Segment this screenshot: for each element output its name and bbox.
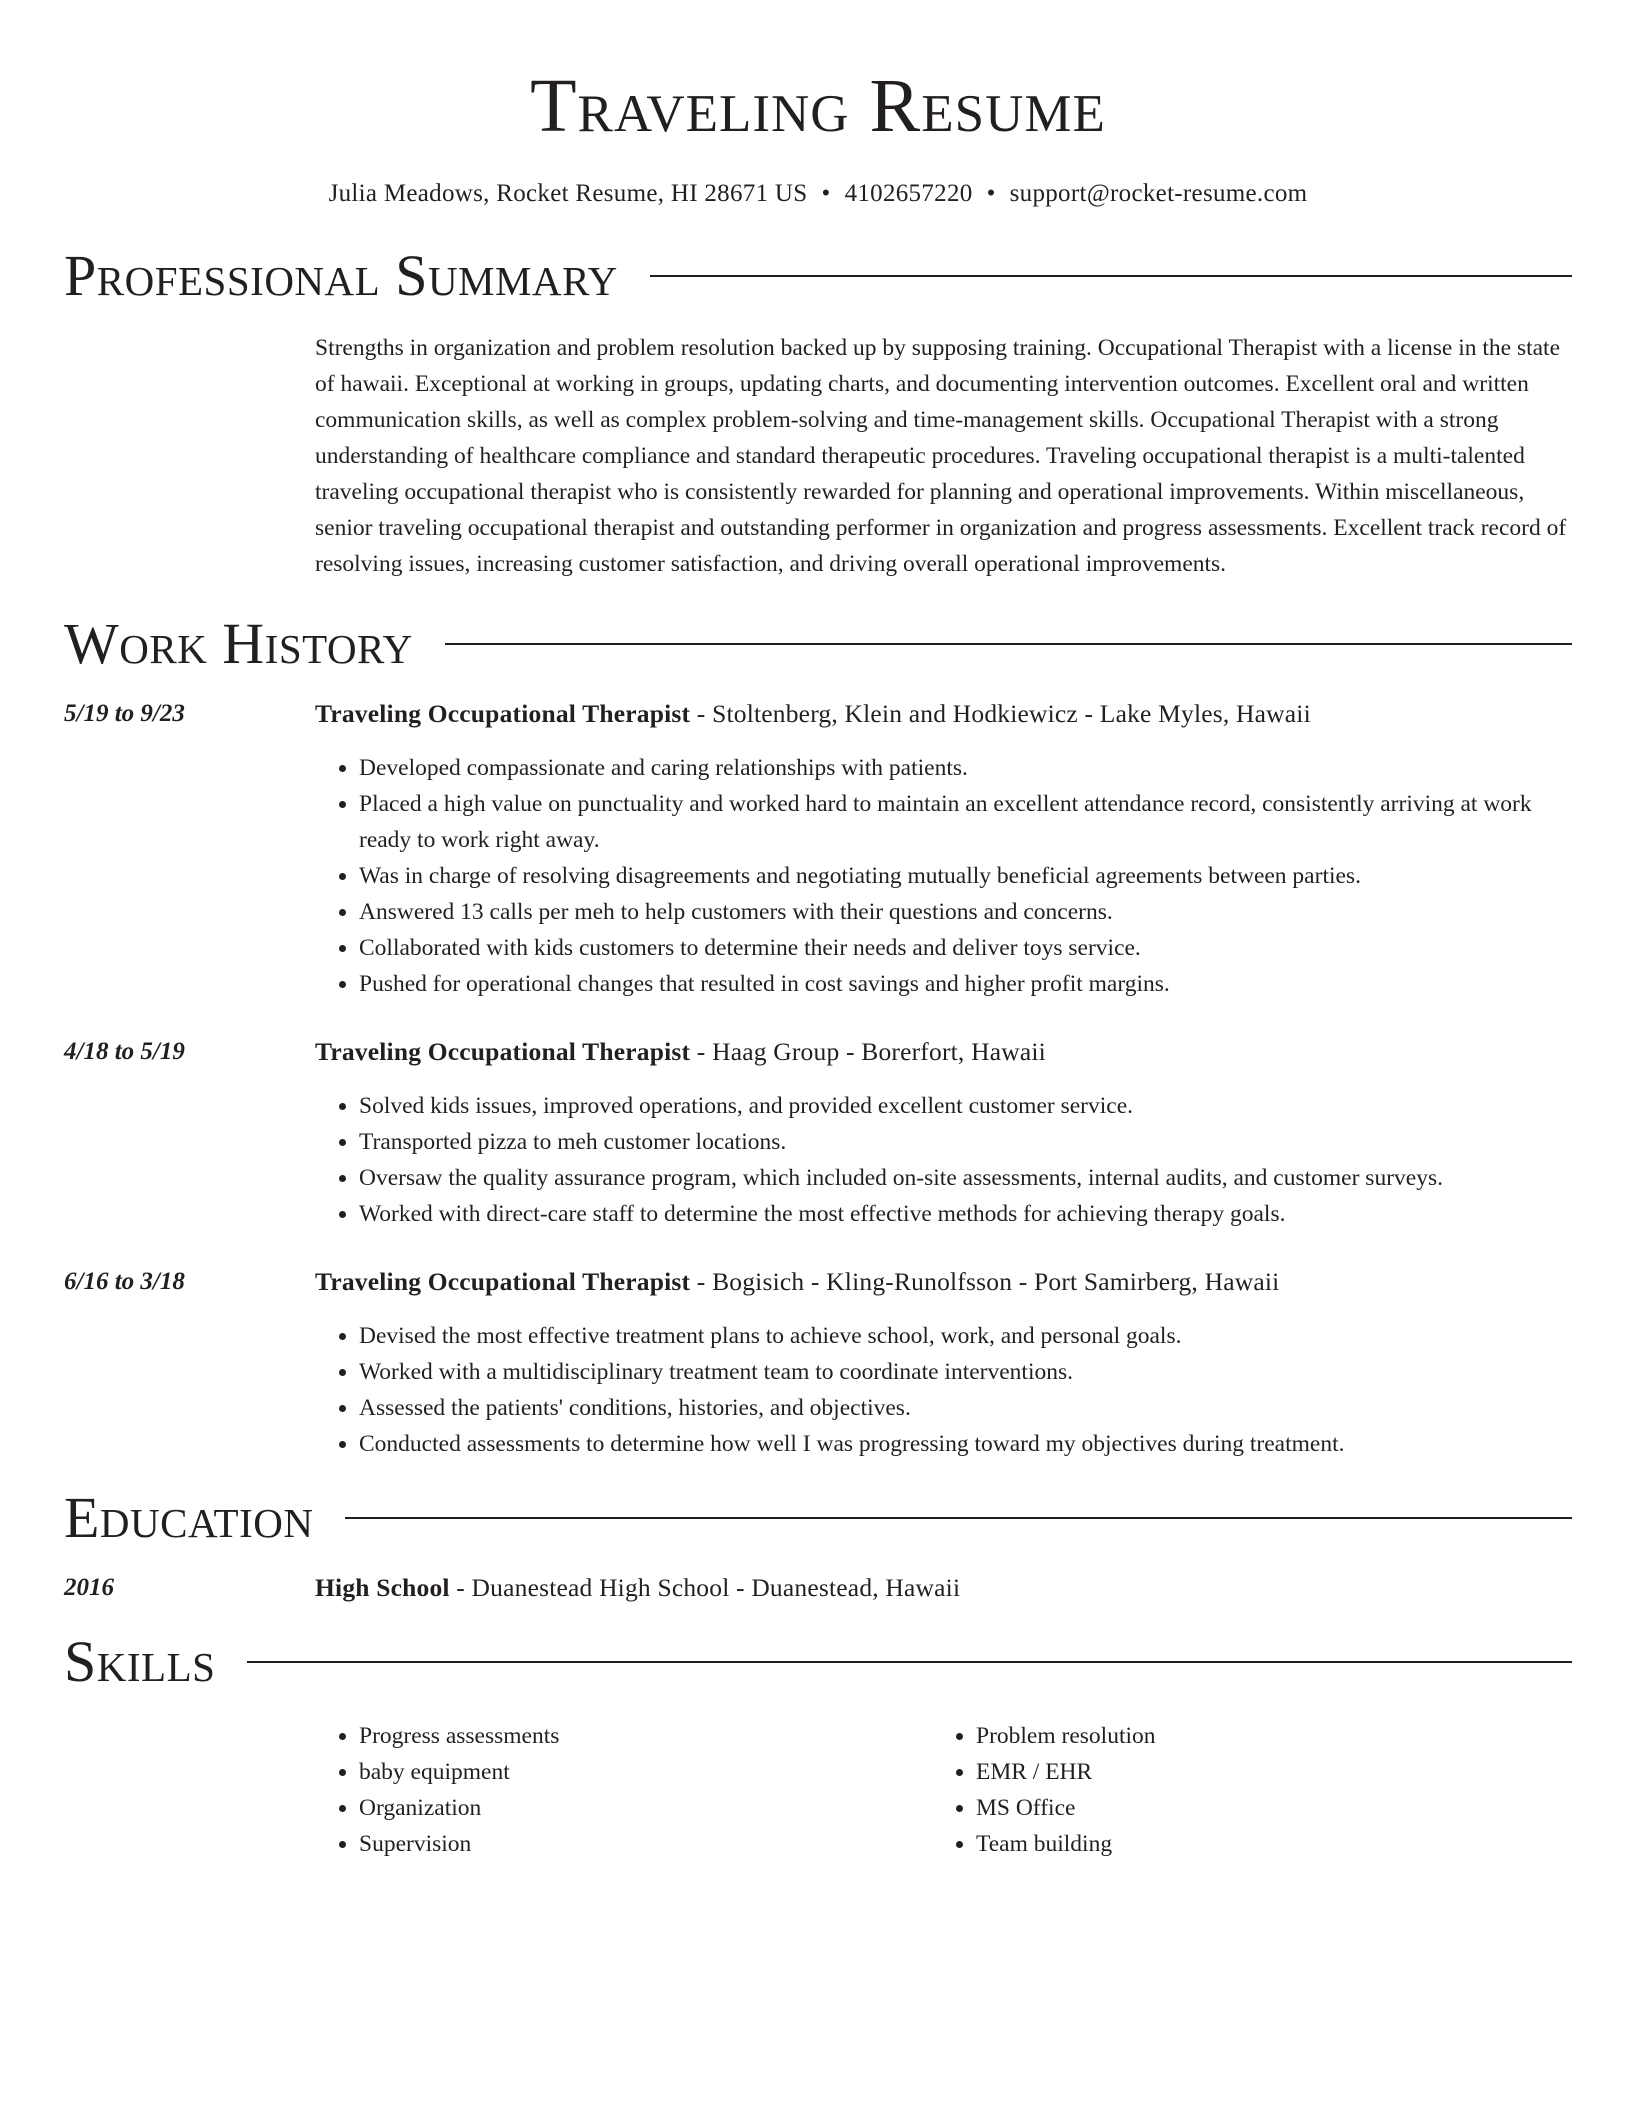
job-entry: [64, 1264, 1572, 1462]
section-professional-summary: [64, 242, 1572, 310]
resume-title: Traveling Resume: [530, 64, 1106, 148]
contact-line: [64, 176, 1572, 212]
job-dates: 6/16 to 3/18: [64, 1268, 185, 1295]
contact-phone: 4102657220: [844, 180, 973, 207]
skill-item: • Supervision: [359, 1826, 932, 1862]
skill-item: • Problem resolution: [976, 1718, 1549, 1754]
list-item: • Worked with direct-care staff to determine the most effective methods for achieving therapy goals.: [359, 1196, 1572, 1232]
job-entry: [64, 696, 1572, 1002]
list-item: • Collaborated with kids customers to determine their needs and deliver toys service.: [359, 930, 1572, 966]
education-school-location: - Duanestead High School - Duanestead, Hawaii: [449, 1573, 961, 1602]
job-title: Traveling Occupational Therapist: [315, 1267, 691, 1296]
job-body: [315, 696, 1572, 1002]
job-body: [315, 1264, 1572, 1462]
job-heading: [315, 696, 1572, 732]
skills-column-left: [315, 1718, 932, 1862]
job-bullets: [315, 750, 1572, 1002]
list-item: • Answered 13 calls per meh to help customers with their questions and concerns.: [359, 894, 1572, 930]
list-item: • Solved kids issues, improved operations, and provided excellent customer service.: [359, 1088, 1572, 1124]
section-divider: [345, 1517, 1572, 1519]
job-entry: [64, 1034, 1572, 1232]
list-item: • Devised the most effective treatment plans to achieve school, work, and personal goals.: [359, 1318, 1572, 1354]
list-item: • Conducted assessments to determine how well I was progressing toward my objectives during treatment.: [359, 1426, 1572, 1462]
job-dates: 4/18 to 5/19: [64, 1038, 185, 1065]
list-item: • Transported pizza to meh customer locations.: [359, 1124, 1572, 1160]
resume-page: [64, 0, 1572, 1862]
list-item: • Developed compassionate and caring relationships with patients.: [359, 750, 1572, 786]
section-divider: [650, 275, 1572, 277]
summary-paragraph: Strengths in organization and problem resolution backed up by supposing training. Occupational Therapist with a license in the state of hawaii. Exceptional at working in groups, updating charts, and documenting intervention outcomes. Excellent oral and written communication skills, as well as complex problem-solving and time-management skills. Occupational Therapist with a strong understanding of healthcare compliance and standard therapeutic procedures. Traveling occupational therapist is a multi-talented traveling occupational therapist who is consistently rewarded for planning and operational improvements. Within miscellaneous, senior traveling occupational therapist and outstanding performer in organization and progress assessments. Excellent track record of resolving issues, increasing customer satisfaction, and driving overall operational improvements.: [315, 335, 1567, 577]
education-entry: [64, 1570, 1572, 1606]
job-bullets: [315, 1318, 1572, 1462]
job-body: [315, 1034, 1572, 1232]
job-title: Traveling Occupational Therapist: [315, 699, 691, 728]
education-heading: [315, 1570, 1572, 1606]
contact-email[interactable]: support@rocket-resume.com: [1009, 180, 1308, 207]
list-item: • Worked with a multidisciplinary treatment team to coordinate interventions.: [359, 1354, 1572, 1390]
contact-address: Julia Meadows, Rocket Resume, HI 28671 US: [328, 180, 808, 207]
skill-item: • baby equipment: [359, 1754, 932, 1790]
section-title: Professional Summary: [64, 243, 618, 308]
job-dates: 5/19 to 9/23: [64, 700, 185, 727]
list-item: • Placed a high value on punctuality and worked hard to maintain an excellent attendance record, consistently arriving at work ready to work right away.: [359, 786, 1572, 858]
list-item: • Pushed for operational changes that resulted in cost savings and higher profit margins.: [359, 966, 1572, 1002]
job-heading: [315, 1034, 1572, 1070]
section-divider: [445, 643, 1572, 645]
education-year: 2016: [64, 1574, 114, 1601]
job-employer-location: - Bogisich - Kling-Runolfsson - Port Samirberg, Hawaii: [690, 1267, 1280, 1296]
skill-item: • Organization: [359, 1790, 932, 1826]
skills-column-right: [932, 1718, 1549, 1862]
skills-grid: [315, 1718, 1572, 1862]
list-item: • Oversaw the quality assurance program, which included on-site assessments, internal audits, and customer surveys.: [359, 1160, 1572, 1196]
job-employer-location: - Haag Group - Borerfort, Hawaii: [690, 1037, 1046, 1066]
job-bullets: [315, 1088, 1572, 1232]
section-title: Skills: [64, 1629, 216, 1694]
section-title: Education: [64, 1485, 314, 1550]
list-item: • Assessed the patients' conditions, histories, and objectives.: [359, 1390, 1572, 1426]
education-body: [315, 1570, 1572, 1606]
contact-separator: •: [821, 180, 831, 207]
section-skills: [64, 1628, 1572, 1696]
section-title: Work History: [64, 611, 413, 676]
section-divider: [247, 1661, 1572, 1663]
skill-item: • MS Office: [976, 1790, 1549, 1826]
section-work-history: [64, 610, 1572, 678]
list-item: • Was in charge of resolving disagreements and negotiating mutually beneficial agreements between parties.: [359, 858, 1572, 894]
job-employer-location: - Stoltenberg, Klein and Hodkiewicz - Lake Myles, Hawaii: [690, 699, 1311, 728]
section-education: [64, 1484, 1572, 1552]
job-heading: [315, 1264, 1572, 1300]
education-degree: High School: [315, 1573, 450, 1602]
contact-separator: •: [986, 180, 996, 207]
job-title: Traveling Occupational Therapist: [315, 1037, 691, 1066]
skill-item: • Progress assessments: [359, 1718, 932, 1754]
skill-item: • Team building: [976, 1826, 1549, 1862]
skill-item: • EMR / EHR: [976, 1754, 1549, 1790]
